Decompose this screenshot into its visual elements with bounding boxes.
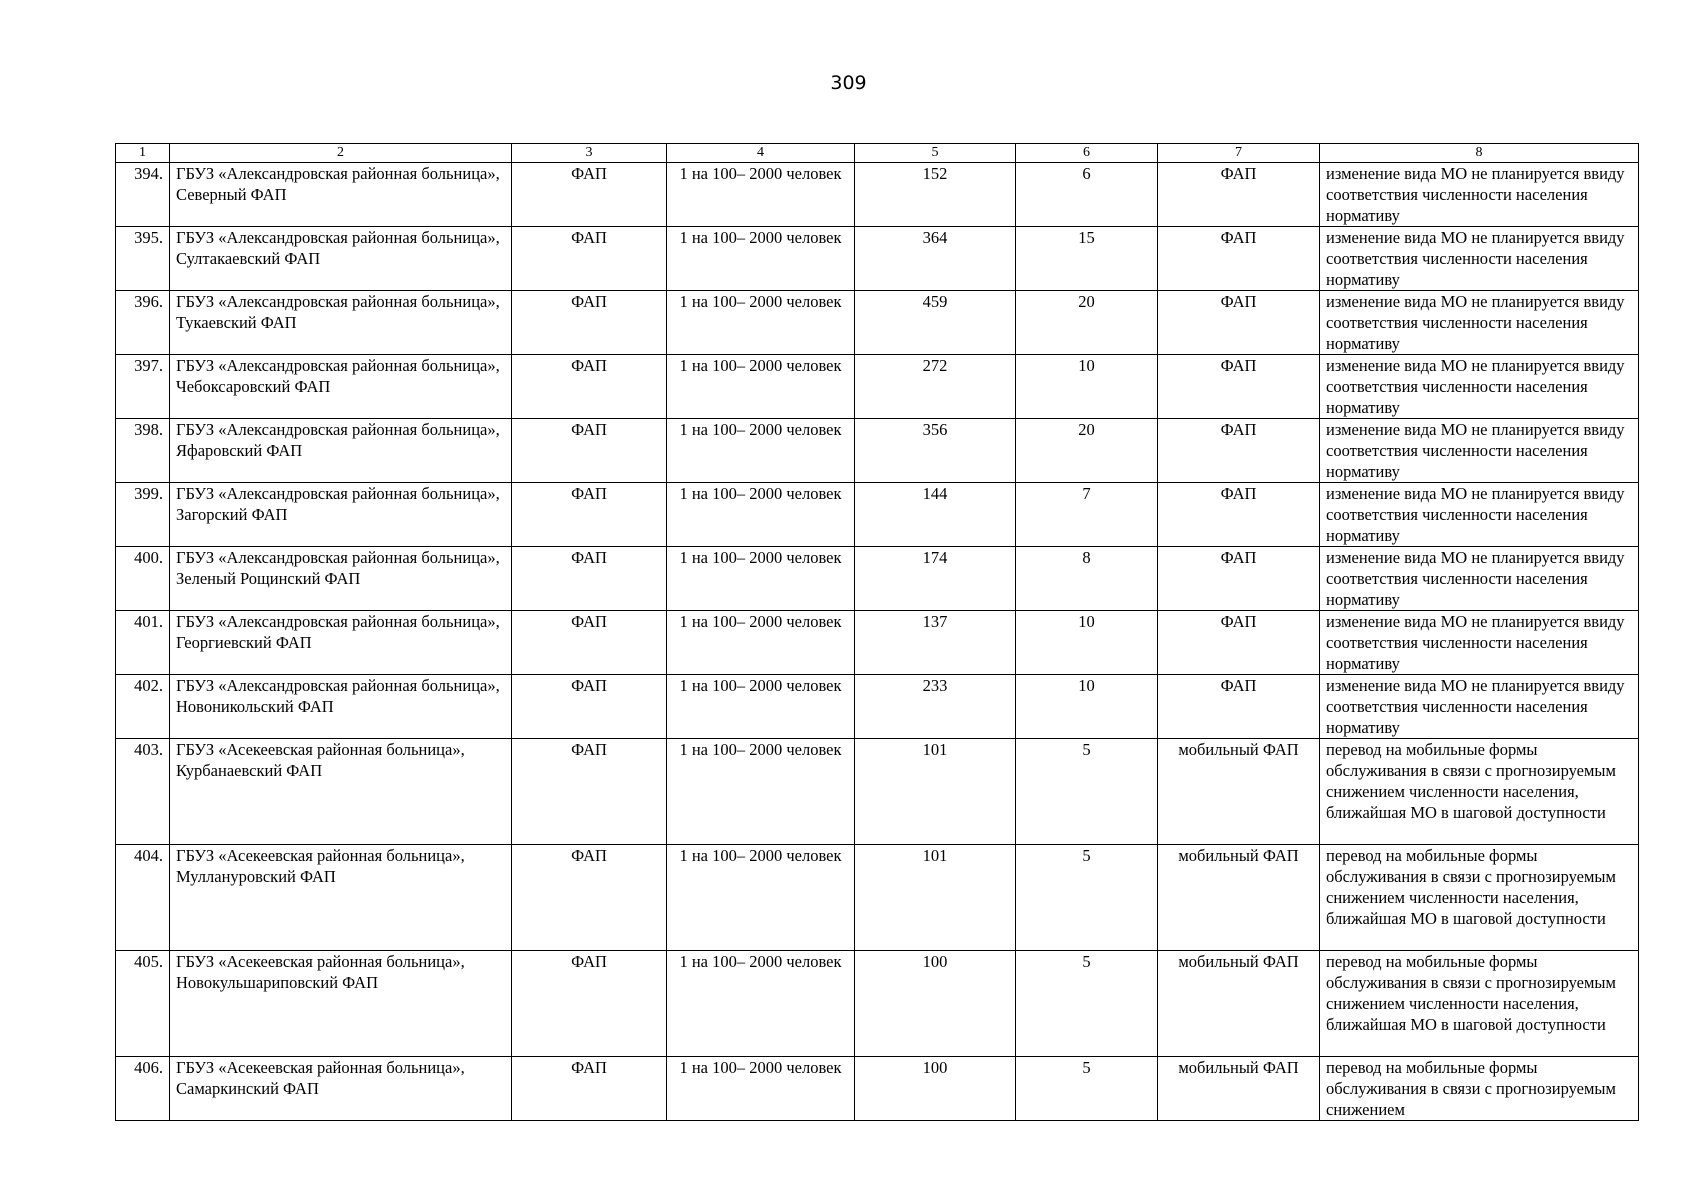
facility-name-cell: ГБУЗ «Александровская районная больница», Новоникольский ФАП	[170, 675, 512, 739]
row-number-cell: 397.	[116, 355, 170, 419]
facility-name-cell: ГБУЗ «Александровская районная больница», Султакаевский ФАП	[170, 227, 512, 291]
norm-cell: 1 на 100– 2000 человек	[667, 419, 855, 483]
column-header: 2	[170, 144, 512, 163]
population-cell: 459	[855, 291, 1016, 355]
facility-name-cell: ГБУЗ «Асекеевская районная больница», Новокульшариповский ФАП	[170, 951, 512, 1057]
population-cell: 100	[855, 1057, 1016, 1121]
count-cell: 5	[1016, 845, 1158, 951]
table-row	[116, 675, 1639, 739]
facility-name-cell: ГБУЗ «Александровская районная больница», Яфаровский ФАП	[170, 419, 512, 483]
facility-name-cell: ГБУЗ «Асекеевская районная больница», Курбанаевский ФАП	[170, 739, 512, 845]
planned-type-cell: ФАП	[1158, 163, 1320, 227]
table-row	[116, 951, 1639, 1057]
note-cell: изменение вида МО не планируется ввиду соответствия численности населения нормативу	[1320, 163, 1639, 227]
facility-type-cell: ФАП	[512, 611, 667, 675]
planned-type-cell: ФАП	[1158, 547, 1320, 611]
facility-name-cell: ГБУЗ «Александровская районная больница», Георгиевский ФАП	[170, 611, 512, 675]
planned-type-cell: мобильный ФАП	[1158, 739, 1320, 845]
facility-type-cell: ФАП	[512, 951, 667, 1057]
page-number: 309	[830, 72, 867, 94]
note-cell: перевод на мобильные формы обслуживания в связи с прогнозируемым снижением	[1320, 1057, 1639, 1121]
planned-type-cell: мобильный ФАП	[1158, 951, 1320, 1057]
count-cell: 20	[1016, 291, 1158, 355]
planned-type-cell: ФАП	[1158, 227, 1320, 291]
note-cell: изменение вида МО не планируется ввиду соответствия численности населения нормативу	[1320, 675, 1639, 739]
row-number-cell: 398.	[116, 419, 170, 483]
table-row	[116, 227, 1639, 291]
column-header: 3	[512, 144, 667, 163]
table-row	[116, 163, 1639, 227]
facility-type-cell: ФАП	[512, 163, 667, 227]
population-cell: 364	[855, 227, 1016, 291]
facility-type-cell: ФАП	[512, 675, 667, 739]
count-cell: 10	[1016, 675, 1158, 739]
table-row	[116, 355, 1639, 419]
population-cell: 144	[855, 483, 1016, 547]
population-cell: 152	[855, 163, 1016, 227]
planned-type-cell: ФАП	[1158, 483, 1320, 547]
row-number-cell: 402.	[116, 675, 170, 739]
table-row	[116, 547, 1639, 611]
row-number-cell: 405.	[116, 951, 170, 1057]
table-row	[116, 739, 1639, 845]
column-header: 8	[1320, 144, 1639, 163]
row-number-cell: 406.	[116, 1057, 170, 1121]
facility-name-cell: ГБУЗ «Асекеевская районная больница», Самаркинский ФАП	[170, 1057, 512, 1121]
planned-type-cell: ФАП	[1158, 611, 1320, 675]
population-cell: 356	[855, 419, 1016, 483]
table-header-row	[116, 144, 1639, 163]
note-cell: перевод на мобильные формы обслуживания в связи с прогнозируемым снижением численности населения, ближайшая МО в шаговой доступности	[1320, 951, 1639, 1057]
table-row	[116, 291, 1639, 355]
norm-cell: 1 на 100– 2000 человек	[667, 483, 855, 547]
note-cell: изменение вида МО не планируется ввиду соответствия численности населения нормативу	[1320, 611, 1639, 675]
population-cell: 233	[855, 675, 1016, 739]
facility-type-cell: ФАП	[512, 291, 667, 355]
count-cell: 10	[1016, 355, 1158, 419]
row-number-cell: 395.	[116, 227, 170, 291]
count-cell: 7	[1016, 483, 1158, 547]
norm-cell: 1 на 100– 2000 человек	[667, 951, 855, 1057]
facility-type-cell: ФАП	[512, 419, 667, 483]
facility-type-cell: ФАП	[512, 355, 667, 419]
norm-cell: 1 на 100– 2000 человек	[667, 611, 855, 675]
note-cell: изменение вида МО не планируется ввиду соответствия численности населения нормативу	[1320, 419, 1639, 483]
row-number-cell: 399.	[116, 483, 170, 547]
data-table	[115, 143, 1639, 1121]
column-header: 7	[1158, 144, 1320, 163]
table-row	[116, 845, 1639, 951]
population-cell: 101	[855, 739, 1016, 845]
population-cell: 174	[855, 547, 1016, 611]
note-cell: перевод на мобильные формы обслуживания в связи с прогнозируемым снижением численности населения, ближайшая МО в шаговой доступности	[1320, 845, 1639, 951]
note-cell: изменение вида МО не планируется ввиду соответствия численности населения нормативу	[1320, 547, 1639, 611]
note-cell: изменение вида МО не планируется ввиду соответствия численности населения нормативу	[1320, 483, 1639, 547]
norm-cell: 1 на 100– 2000 человек	[667, 845, 855, 951]
population-cell: 272	[855, 355, 1016, 419]
norm-cell: 1 на 100– 2000 человек	[667, 739, 855, 845]
count-cell: 20	[1016, 419, 1158, 483]
facility-name-cell: ГБУЗ «Александровская районная больница», Северный ФАП	[170, 163, 512, 227]
table-body	[116, 163, 1639, 1121]
population-cell: 137	[855, 611, 1016, 675]
count-cell: 5	[1016, 1057, 1158, 1121]
column-header: 5	[855, 144, 1016, 163]
count-cell: 5	[1016, 739, 1158, 845]
row-number-cell: 394.	[116, 163, 170, 227]
column-header: 4	[667, 144, 855, 163]
count-cell: 10	[1016, 611, 1158, 675]
facility-type-cell: ФАП	[512, 483, 667, 547]
count-cell: 5	[1016, 951, 1158, 1057]
count-cell: 6	[1016, 163, 1158, 227]
note-cell: изменение вида МО не планируется ввиду соответствия численности населения нормативу	[1320, 355, 1639, 419]
norm-cell: 1 на 100– 2000 человек	[667, 675, 855, 739]
norm-cell: 1 на 100– 2000 человек	[667, 163, 855, 227]
planned-type-cell: ФАП	[1158, 675, 1320, 739]
facility-type-cell: ФАП	[512, 227, 667, 291]
column-header: 1	[116, 144, 170, 163]
planned-type-cell: ФАП	[1158, 355, 1320, 419]
table-row	[116, 419, 1639, 483]
norm-cell: 1 на 100– 2000 человек	[667, 355, 855, 419]
planned-type-cell: ФАП	[1158, 419, 1320, 483]
facility-name-cell: ГБУЗ «Александровская районная больница», Зеленый Рощинский ФАП	[170, 547, 512, 611]
planned-type-cell: мобильный ФАП	[1158, 845, 1320, 951]
facility-name-cell: ГБУЗ «Асекеевская районная больница», Муллануровский ФАП	[170, 845, 512, 951]
facility-type-cell: ФАП	[512, 845, 667, 951]
table-row	[116, 611, 1639, 675]
count-cell: 15	[1016, 227, 1158, 291]
planned-type-cell: ФАП	[1158, 291, 1320, 355]
note-cell: изменение вида МО не планируется ввиду соответствия численности населения нормативу	[1320, 227, 1639, 291]
table-row	[116, 483, 1639, 547]
facility-type-cell: ФАП	[512, 739, 667, 845]
facility-type-cell: ФАП	[512, 547, 667, 611]
facility-type-cell: ФАП	[512, 1057, 667, 1121]
population-cell: 101	[855, 845, 1016, 951]
row-number-cell: 400.	[116, 547, 170, 611]
note-cell: изменение вида МО не планируется ввиду соответствия численности населения нормативу	[1320, 291, 1639, 355]
population-cell: 100	[855, 951, 1016, 1057]
norm-cell: 1 на 100– 2000 человек	[667, 291, 855, 355]
row-number-cell: 396.	[116, 291, 170, 355]
norm-cell: 1 на 100– 2000 человек	[667, 227, 855, 291]
row-number-cell: 401.	[116, 611, 170, 675]
planned-type-cell: мобильный ФАП	[1158, 1057, 1320, 1121]
row-number-cell: 404.	[116, 845, 170, 951]
note-cell: перевод на мобильные формы обслуживания в связи с прогнозируемым снижением численности населения, ближайшая МО в шаговой доступности	[1320, 739, 1639, 845]
norm-cell: 1 на 100– 2000 человек	[667, 1057, 855, 1121]
table-row	[116, 1057, 1639, 1121]
facility-name-cell: ГБУЗ «Александровская районная больница», Тукаевский ФАП	[170, 291, 512, 355]
count-cell: 8	[1016, 547, 1158, 611]
row-number-cell: 403.	[116, 739, 170, 845]
norm-cell: 1 на 100– 2000 человек	[667, 547, 855, 611]
facility-name-cell: ГБУЗ «Александровская районная больница», Чебоксаровский ФАП	[170, 355, 512, 419]
facility-name-cell: ГБУЗ «Александровская районная больница», Загорский ФАП	[170, 483, 512, 547]
column-header: 6	[1016, 144, 1158, 163]
